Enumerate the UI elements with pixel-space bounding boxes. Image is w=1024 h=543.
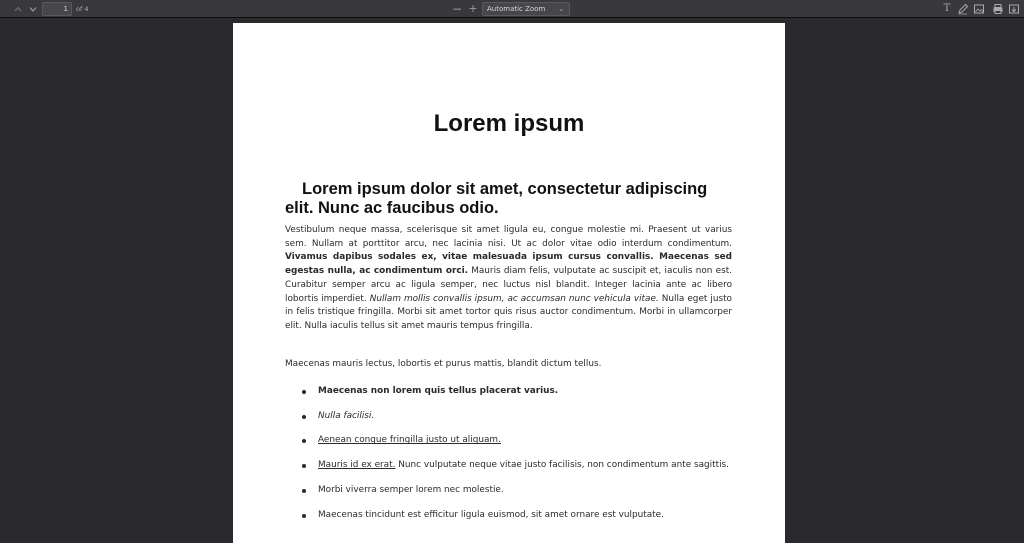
text-icon: T	[943, 3, 951, 14]
zoom-out-button[interactable]: −	[451, 2, 463, 16]
para1-text-c: Mauris diam felis, vulputate ac suscipit et, iaculis non est. Curabitur semper arcu ac ligula semper, nec luctus nisl blandit. Integer lacinia ante ac libero lobortis imperdiet.	[285, 266, 732, 304]
list-item: Maecenas non lorem quis tellus placerat varius.	[285, 385, 732, 399]
zoom-select[interactable]	[482, 2, 570, 16]
list-item: Morbi viverra semper lorem nec molestie.	[285, 484, 732, 498]
zoom-select-value: Automatic Zoom	[487, 5, 546, 13]
para1-italic-text: Nullam mollis convallis ipsum, ac accumsan nunc vehicula vitae.	[369, 293, 659, 304]
pdf-page	[233, 23, 785, 543]
text-annotation-button[interactable]	[940, 2, 954, 16]
list-item: Maecenas tincidunt est efficitur ligula euismod, sit amet ornare est vulputate.	[285, 509, 732, 523]
list-item	[285, 459, 732, 473]
chevron-down-icon: ⌄	[558, 5, 564, 13]
print-button[interactable]	[991, 2, 1005, 16]
save-button[interactable]	[1007, 2, 1021, 16]
bullet-list	[285, 381, 732, 522]
list-item-link[interactable]: Mauris id ex erat.	[318, 460, 396, 471]
image-icon	[972, 2, 986, 16]
list-item-text: Nunc vulputate neque vitae justo facilisis, non condimentum ante sagittis.	[395, 460, 730, 471]
pencil-icon	[956, 2, 970, 16]
list-item	[285, 434, 732, 448]
para1-bold-text: Vivamus dapibus sodales ex, vitae malesuada ipsum cursus convallis. Maecenas sed egestas nulla, ac condimentum orci.	[285, 252, 732, 277]
chevron-up-icon	[12, 2, 24, 16]
list-item-link[interactable]: Aenean congue fringilla justo ut aliquam.	[318, 435, 501, 446]
chevron-down-icon	[27, 2, 39, 16]
pdf-toolbar	[0, 0, 1024, 18]
para1-text-e: Nulla eget justo in felis tristique fringilla. Morbi sit amet tortor quis risus auctor condimentum. Morbi in ullamcorper elit. Nulla iaculis tellus sit amet mauris tempus fringilla.	[285, 293, 732, 331]
body-paragraph-1	[285, 224, 732, 334]
save-icon	[1007, 2, 1021, 16]
page-count-label: of 4	[76, 5, 89, 13]
document-subtitle: Lorem ipsum dolor sit amet, consectetur adipiscing elit. Nunc ac faucibus odio.	[285, 180, 708, 217]
page-number-input[interactable]: 1	[42, 2, 72, 16]
body-paragraph-2: Maecenas mauris lectus, lobortis et purus mattis, blandit dictum tellus.	[285, 359, 602, 369]
next-page-button[interactable]	[27, 2, 39, 16]
previous-page-button[interactable]	[12, 2, 24, 16]
para1-text-a: Vestibulum neque massa, scelerisque sit amet ligula eu, congue molestie mi. Praesent ut varius sem. Nullam at porttitor arcu, nec lacinia nisi. Ut ac dolor vitae odio interdum condimentum.	[285, 225, 732, 249]
add-image-button[interactable]	[972, 2, 986, 16]
printer-icon	[991, 2, 1005, 16]
document-title: Lorem ipsum	[433, 110, 585, 137]
zoom-in-button[interactable]: +	[468, 2, 478, 15]
list-item: Nulla facilisi.	[285, 410, 732, 424]
draw-button[interactable]	[956, 2, 970, 16]
